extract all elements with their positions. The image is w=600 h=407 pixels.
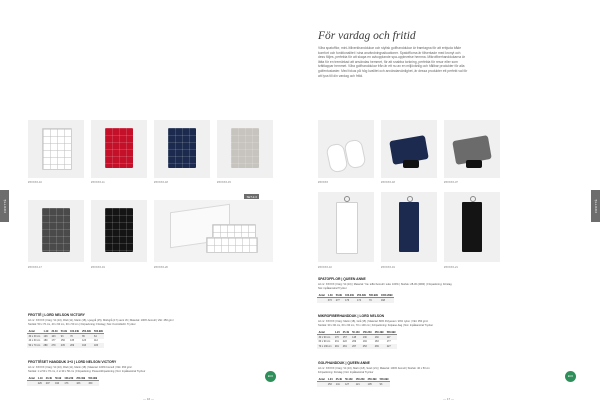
side-tab-left: FROTTÉ	[0, 190, 9, 222]
towel-red	[105, 128, 133, 168]
section-heading-set: FROTTÉSET HANDDUK 3+3 | LORD NELSON VICTORY	[28, 360, 117, 364]
product-image-slippers	[318, 120, 374, 178]
folded-towel-top	[212, 224, 256, 238]
table-row: 40 x 60 cm 180 177 156 135 123 112	[28, 339, 98, 343]
section-desc: Storlek: 1 st 50 x 70 cm, 2 st 30 x 50 cm | Förpackning: Presentförpackning | Not: Inpåkanstral Tryckur	[28, 370, 146, 373]
section-heading-frotte: FROTTÉ | LORD NELSON VICTORY	[28, 313, 85, 317]
eco-badge-icon: ECO	[265, 371, 276, 382]
section-heading-spa: SPATOFFLOR | QUEEN ANNE	[318, 277, 366, 281]
article-code: #XXXXX-17	[28, 266, 42, 269]
product-image-golf-navy	[381, 192, 437, 262]
table-row: 229 207 190 173 163 150	[27, 381, 99, 386]
section-heading-golf: GOLFHANDDUK | QUEEN ANNE	[318, 361, 370, 365]
folded-towel-bottom	[206, 237, 258, 253]
section-desc: Art.nr: XXXXX | Färg: Marin (18), Grå (15) | Material: 80% Polyester / 20% nylon | Vikt: 350 g/m²	[318, 320, 429, 323]
section-desc: Storlek: 30 x 90 cm, 60 x 90 cm, 70 x 130 cm | Förpackning: Folpase-bag | Not: Inpåkanstral Tryckur	[318, 324, 434, 327]
eco-badge-icon: ECO	[565, 371, 576, 382]
product-image-golf-white	[318, 192, 374, 262]
article-code: #XXXXX-18	[154, 181, 168, 184]
towel-white	[42, 128, 72, 170]
page-number-left: — 16 —	[143, 397, 155, 401]
table-row: 70 x 130 cm 291 281 267 253 239 227	[317, 344, 397, 348]
towel-lightgrey	[231, 128, 259, 168]
product-image-gift-set	[154, 200, 273, 262]
table-row: 60 x 90 cm 231 222 209 194 183 177	[318, 340, 391, 344]
towel-navy	[168, 128, 196, 168]
section-heading-mikro: MIKROFIBERHANDDUK | LORD NELSON	[318, 314, 385, 318]
product-image-golf-black	[444, 192, 500, 262]
product-image-lightgrey	[217, 120, 273, 178]
article-code: #XXXXX-20	[154, 266, 168, 269]
section-desc: Art.nr: XXXXX | Färg: Vit (10), Marin (18), Svart (21) | Material: 100% bomull | Storlek: 40 x 50 cm	[318, 367, 430, 370]
article-code: #XXXXX-15	[217, 181, 231, 184]
section-desc: Art.nr: XXXXX | Färg: Vit (10), Röd (11), Marin (18) | Material: 100% bomull | Vikt: 450 g/m²	[28, 366, 133, 369]
product-image-navy	[154, 120, 210, 178]
article-code: #XXXXX-19	[381, 266, 395, 269]
article-code: #XXXXX-19	[91, 266, 105, 269]
towel-darkgrey	[42, 208, 70, 252]
section-desc: Art.nr: XXXXX | Färg: Vit (10), Röd (11), Marin (18), Ljusgrå (15), Mörkgrå (17) samt Vit | Material: 100% bomull | Vikt: 450 g/m²	[28, 319, 174, 322]
table-row: 30 x 30 cm 103 103 93 70 65 64	[27, 334, 104, 339]
article-code: #XXXXX-10	[28, 181, 42, 184]
table-row: 153 141 127 121 105 93	[317, 382, 390, 387]
table-row: 30 x 90 cm 170 157 148 130 130 117	[317, 335, 397, 340]
product-image-red	[91, 120, 147, 178]
table-row: 373 277 176 174 70 168	[317, 298, 394, 303]
section-desc: Förpackning: Förslag | Not: Inpåkanstral Tryckur	[318, 371, 374, 374]
price-table-spa: Antal 1-49 50-99 100-249 250-499 500-999 1000-2999 373 277 176 174 70 168	[318, 293, 393, 303]
microfiber-pouch	[466, 160, 482, 168]
price-table-mikro: Antal 1-24 25-49 50-149 150-249 250-499 500-999 30 x 90 cm 170 157 148 130 130 117 60 x 90 cm 231 222 209 194 183 177 70 x 130 cm 291 281 267 253 239 227	[318, 330, 396, 348]
article-code: #XXXXX	[318, 181, 329, 184]
section-desc: Not: inpåkanstral Tryckur	[318, 287, 347, 290]
section-desc: Storlek: 50 x 70 cm, 40 x 60 cm, 30 x 50 cm | Förpackning: Förslag | Not: Kontrollerbl. Tryckur	[28, 323, 136, 326]
price-table-set: Antal 1-19 20-49 50-99 100-249 250-499 500-999 229 207 190 173 163 150	[28, 376, 98, 386]
price-table-golf: Antal 1-24 25-49 50-149 150-249 250-499 500-999 153 141 127 121 105 93	[318, 377, 389, 387]
product-image-white-check	[28, 120, 84, 178]
section-desc: Art.nr: XXXXX | Färg: Vit (10) | Material: Yta: toffel bomull / sula: 100% | Storlek: 28-30 (4000) | Förpackning: Förslag	[318, 283, 452, 286]
page-title: För vardag och fritid	[318, 30, 416, 42]
side-tab-right: FROTTÉ	[591, 190, 600, 222]
product-image-microfiber-grey	[444, 120, 500, 178]
article-code: #XXXXX-11	[91, 181, 105, 184]
microfiber-pouch	[403, 160, 419, 168]
golf-towel-navy	[399, 202, 419, 252]
article-code: #XXXXX-37	[444, 181, 458, 184]
product-image-black	[91, 200, 147, 262]
article-code: #XXXXX-18	[381, 181, 395, 184]
table-row: 50 x 70 cm 289 279 245 209 193 183	[27, 343, 104, 347]
page-number-right: — 17 —	[443, 397, 455, 401]
product-image-darkgrey	[28, 200, 84, 262]
article-code: #XXXXX-10	[318, 266, 332, 269]
golf-towel-white	[336, 202, 358, 254]
product-image-microfiber-navy	[381, 120, 437, 178]
golf-towel-black	[462, 202, 482, 252]
article-code: #XXXXX-21	[444, 266, 458, 269]
set-label: SET-2-3	[244, 194, 259, 199]
intro-paragraph: Våra spatofflor, mini-/tillverkhanddukar och stylisk golfhanddukar är framtagna för att erbjuda både komfort och funktionalitet i sina användningssituationer. Spatofflorna är tillverkade med kronyt och dess följes, perfekta för att skapa en avkopplande spa-upplevelse hemma. Mikrofiberhanddukarna är lätta för en tremärkad att användas hemmet, för att snabba torkning, perfekta för resor eller som tvättlappar hemmet. Våra golfhanddukar från är ett nu av en miljövänlig och hållbar produkter för alla golfentusiaster. Med fokus på hög kvalitet och användarvänlighet, är dessa produkter ett perfekt val för att lyxa till din vardag och fritid.	[318, 46, 468, 78]
price-table-frotte: Antal 1-19 20-49 50-99 100-249 250-499 500-999 30 x 30 cm 103 103 93 70 65 64 40 x 60 cm 180 177 156 135 123 112 50 x 70 cm 289 279 245 209 193 183	[28, 329, 103, 347]
towel-black	[105, 208, 133, 252]
